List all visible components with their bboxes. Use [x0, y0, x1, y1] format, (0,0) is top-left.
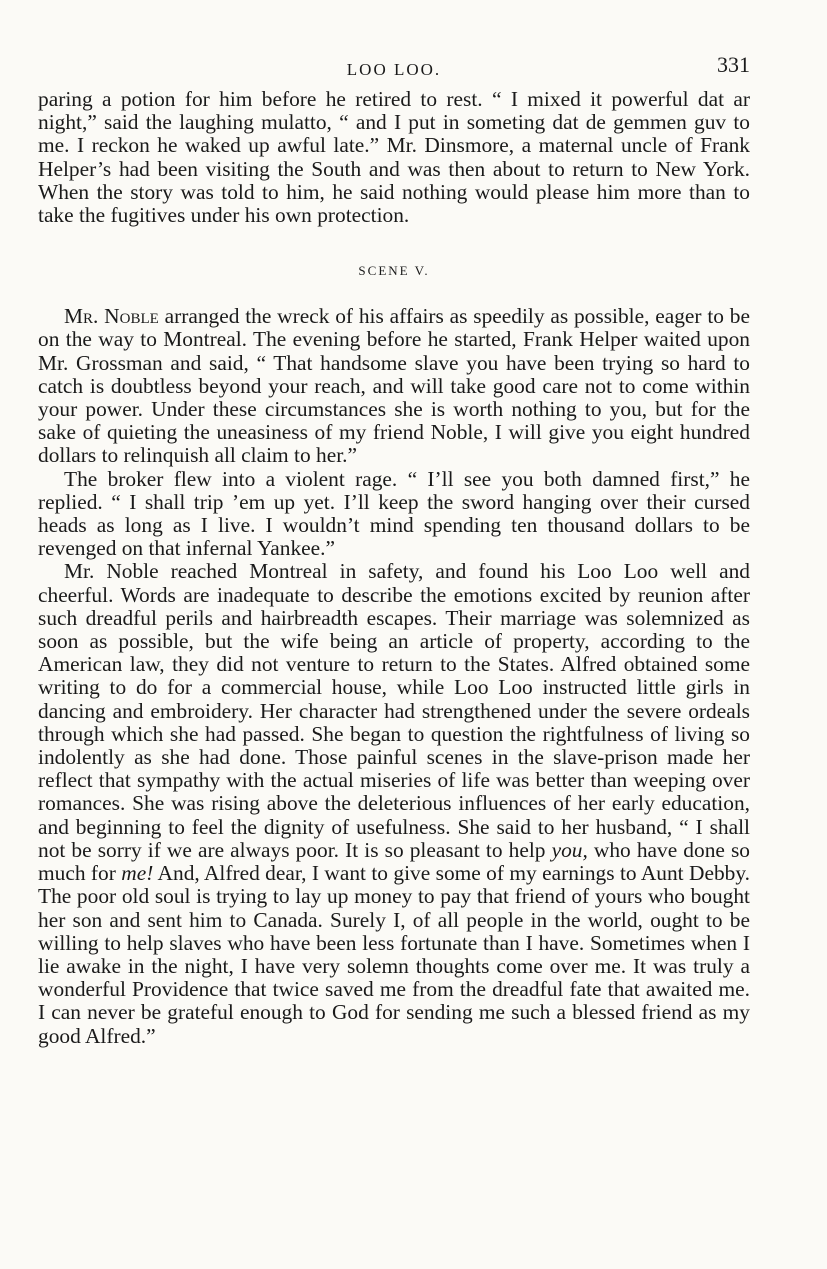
- scene-paragraph-1: [38, 305, 750, 467]
- scene-paragraph-1-text: arranged the wreck of his affairs as speedily as possible, eager to be on the way to Montreal. The evening before he started, Frank Helper waited upon Mr. Grossman and said, “ That handsome slave you have been trying so hard to catch is doubtless beyond your reach, and will take good care not to come within your power. Under these circumstances she is worth nothing to you, but for the sake of quieting the uneasiness of my friend Noble, I will give you eight hundred dollars to relinquish all claim to her.”: [38, 304, 750, 468]
- scene-paragraph-3-text-b: who have done so much for: [38, 837, 750, 886]
- book-page: [38, 48, 750, 1048]
- scene-paragraph-3: [38, 560, 750, 1047]
- emphasis-me: me!: [121, 861, 154, 886]
- page-header: [38, 48, 750, 88]
- running-title: LOO LOO.: [346, 60, 442, 79]
- honorific-small-caps: Mr. Noble: [64, 304, 159, 329]
- scene-paragraph-3-text-a: Mr. Noble reached Montreal in safety, and found his Loo Loo well and cheerful. Words are inadequate to describe the emotions excited by reunion after such dreadful perils and hairbreadth escapes. Their marriage was solemnized as soon as possible, but the wife being an article of property, according to the American law, they did not venture to return to the States. Alfred obtained some writing to do for a commercial house, while Loo Loo instructed little girls in dancing and embroidery. Her character had strengthened under the severe ordeals through which she had passed. She began to question the rightfulness of living so indolently as she had done. Those painful scenes in the slave-prison made her reflect that sympathy with the actual miseries of life was better than weeping over romances. She was rising above the deleterious influences of her early education, and beginning to feel the dignity of usefulness. She said to her husband, “ I shall not be sorry if we are always poor. It is so pleasant to help: [38, 559, 750, 862]
- opening-paragraph: paring a potion for him before he retired to rest. “ I mixed it powerful dat ar night,” said the laughing mulatto, “ and I put in someting dat de gemmen guv to me. I reckon he waked up awful late.” Mr. Dinsmore, a maternal uncle of Frank Helper’s had been visiting the South and was then about to return to New York. When the story was told to him, he said nothing would please him more than to take the fugitives under his own protection.: [38, 87, 750, 228]
- scene-heading: SCENE V.: [358, 263, 430, 279]
- scene-paragraph-3-text-c: And, Alfred dear, I want to give some of my earnings to Aunt Debby. The poor old soul is trying to lay up money to pay that friend of yours who bought her son and sent him to Canada. Surely I, of all people in the world, ought to be willing to help slaves who have been less fortunate than I have. Sometimes when I lie awake in the night, I have very solemn thoughts come over me. It was truly a wonderful Providence that twice saved me from the dreadful fate that awaited me. I can never be grateful enough to God for sending me such a blessed friend as my good Alfred.”: [38, 861, 750, 1048]
- emphasis-you: you,: [551, 837, 588, 862]
- scene-paragraph-2: The broker flew into a violent rage. “ I’ll see you both damned first,” he replied. “ I shall trip ’em up yet. I’ll keep the sword hanging over their cursed heads as long as I live. I wouldn’t mind spending ten thousand dollars to be revenged on that infernal Yankee.”: [38, 466, 750, 561]
- page-number: 331: [717, 52, 750, 77]
